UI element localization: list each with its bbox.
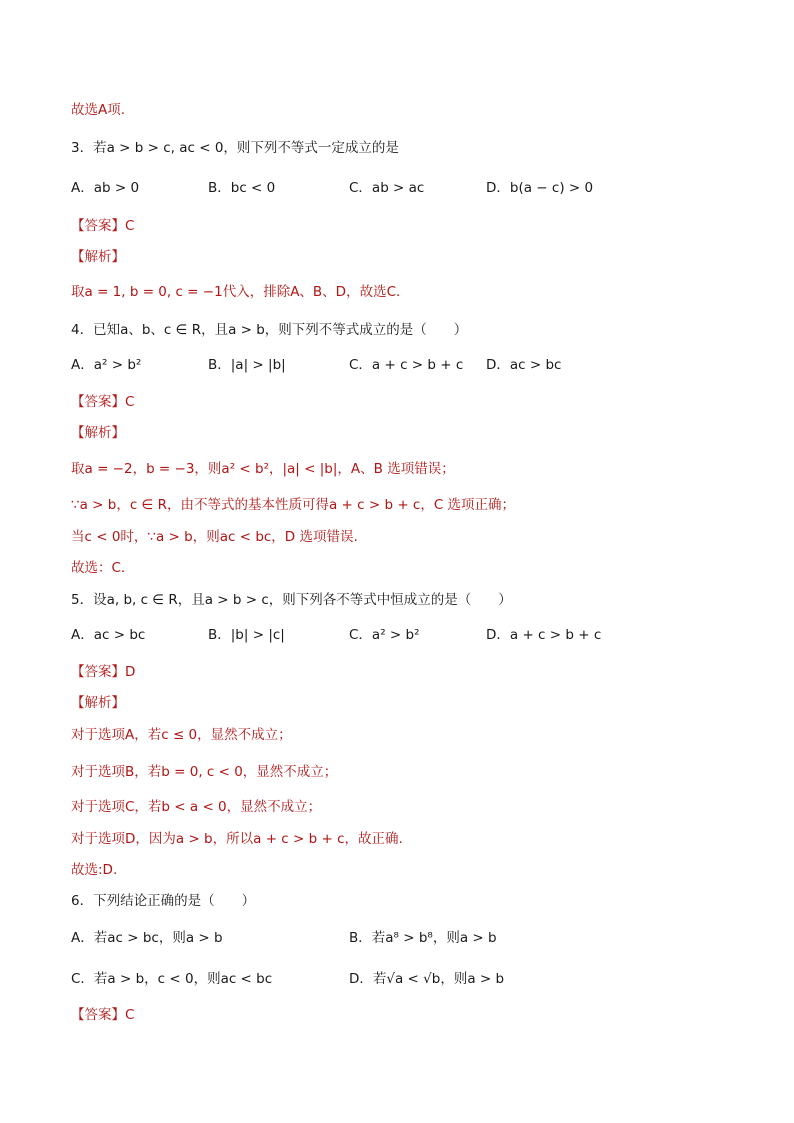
analysis-text: 故选:D. [71,862,118,878]
answer-label: 【答案】C [71,394,135,410]
question-6: 6．下列结论正确的是（ ） [71,893,256,909]
option-c: C．a + c > b + c [349,357,464,373]
question-5: 5．设a, b, c ∈ R，且a > b > c，则下列各不等式中恒成立的是（ ） [71,592,512,608]
option-d: D．b(a − c) > 0 [486,180,594,196]
analysis-label: 【解析】 [71,425,125,441]
analysis-text: 取a = 1, b = 0, c = −1代入，排除A、B、D，故选C. [71,284,401,300]
answer-label: 【答案】D [71,664,136,680]
option-c: C．若a > b，c < 0，则ac < bc [71,971,273,987]
option-b: B．bc < 0 [208,180,276,196]
option-c: C．ab > ac [349,180,425,196]
analysis-text: 当c < 0时，∵a > b，则ac < bc，D 选项错误. [71,529,358,545]
question-3: 3．若a > b > c, ac < 0，则下列不等式一定成立的是 [71,140,399,156]
answer-label: 【答案】C [71,218,135,234]
analysis-label: 【解析】 [71,695,125,711]
analysis-text: 对于选项C，若b < a < 0，显然不成立； [71,799,322,815]
analysis-text: 对于选项D，因为a > b，所以a + c > b + c，故正确. [71,831,403,847]
option-a: A．a² > b² [71,357,142,373]
option-d: D．a + c > b + c [486,627,602,643]
option-d: D．若√a < √b，则a > b [349,971,505,987]
analysis-label: 【解析】 [71,249,125,265]
option-b: B．|b| > |c| [208,627,285,643]
option-a: A．ac > bc [71,627,146,643]
option-b: B．|a| > |b| [208,357,286,373]
option-b: B．若a⁸ > b⁸，则a > b [349,930,497,946]
analysis-text: 故选：C. [71,560,126,576]
analysis-text: 对于选项A，若c ≤ 0，显然不成立； [71,727,292,743]
option-c: C．a² > b² [349,627,420,643]
answer-label: 【答案】C [71,1007,135,1023]
question-4: 4．已知a、b、c ∈ R，且a > b，则下列不等式成立的是（ ） [71,322,468,338]
analysis-text: 取a = −2，b = −3，则a² < b²，|a| < |b|，A、B 选项错误； [71,461,455,477]
option-a: A．若ac > bc，则a > b [71,930,223,946]
option-a: A．ab > 0 [71,180,140,196]
text-line: 故选A项. [71,102,126,118]
option-d: D．ac > bc [486,357,562,373]
analysis-text: 对于选项B，若b = 0, c < 0，显然不成立； [71,764,338,780]
analysis-text: ∵a > b，c ∈ R，由不等式的基本性质可得a + c > b + c，C 选项正确； [71,497,516,513]
